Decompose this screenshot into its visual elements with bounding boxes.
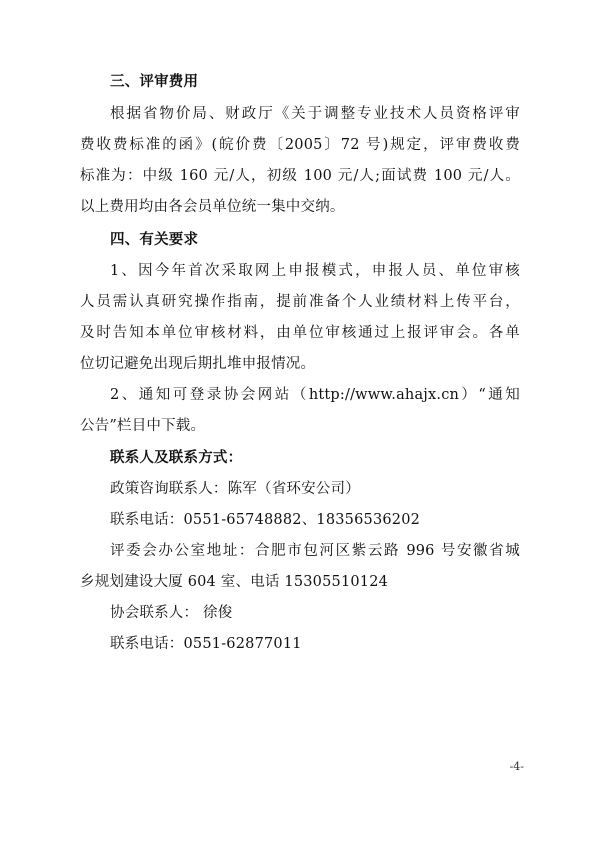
office-address-line-2: 乡规划建设大厦 604 室、电话 15305510124: [80, 574, 389, 590]
page-number: -4-: [509, 760, 524, 773]
section-3-line-2: 费收费标准的函》(皖价费〔2005〕72 号)规定，评审费收费: [80, 137, 520, 153]
section-3-heading: 三、评审费用: [110, 74, 199, 90]
office-address-line-1: 评委会办公室地址：合肥市包河区紫云路 996 号安徽省城: [110, 543, 520, 559]
section-3-line-1: 根据省物价局、财政厅《关于调整专业技术人员资格评审: [110, 106, 520, 122]
section-3-line-4: 以上费用均由各会员单位统一集中交纳。: [80, 199, 345, 215]
policy-phone: 联系电话：0551-65748882、18356536202: [110, 512, 421, 528]
association-contact: 协会联系人： 徐俊: [110, 605, 233, 621]
section-4-item-1-line-1: 1、因今年首次采取网上申报模式，申报人员、单位审核: [110, 263, 520, 279]
section-4-item-2-line-1: 2、通知可登录协会网站（http://www.ahajx.cn）“通知: [110, 387, 520, 403]
policy-contact: 政策咨询联系人：陈军（省环安公司）: [110, 481, 360, 497]
section-4-item-1-line-2: 人员需认真研究操作指南，提前准备个人业绩材料上传平台，: [80, 294, 520, 310]
section-4-heading: 四、有关要求: [110, 232, 199, 248]
section-4-item-2-line-2: 公告”栏目中下载。: [80, 418, 206, 434]
section-3-line-3: 标准为：中级 160 元/人，初级 100 元/人;面试费 100 元/人。: [80, 168, 520, 184]
association-phone: 联系电话：0551-62877011: [110, 636, 302, 652]
section-4-item-1-line-3: 及时告知本单位审核材料，由单位审核通过上报评审会。各单: [80, 325, 520, 341]
section-4-item-1-line-4: 位切记避免出现后期扎堆申报情况。: [80, 356, 316, 372]
contacts-heading: 联系人及联系方式：: [110, 450, 243, 466]
